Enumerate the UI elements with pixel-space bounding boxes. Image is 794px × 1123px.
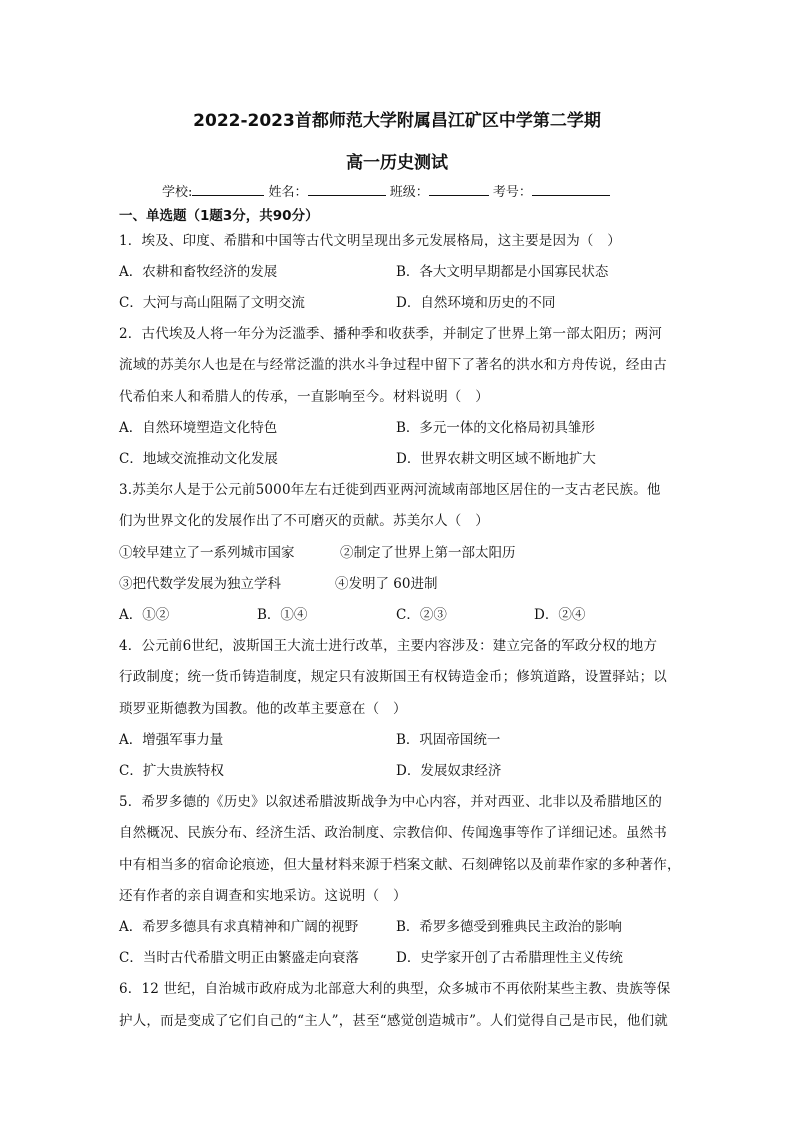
- school-blank: [192, 183, 264, 196]
- class-label: 班级：: [389, 185, 429, 200]
- q6-stem-line-1: 6．12 世纪，自治城市政府成为北部意大利的典型，众多城市不再依附某些主教、贵族等保: [119, 981, 671, 997]
- number-blank: [532, 183, 610, 196]
- q5-stem-line-1: 5．希罗多德的《历史》以叙述希腊波斯战争为中心内容，并对西亚、北非以及希腊地区的: [119, 794, 663, 810]
- name-label: 姓名：: [268, 185, 308, 200]
- q1-option-a: A．农耕和畜牧经济的发展: [119, 264, 278, 280]
- q4-stem-line-1: 4．公元前6世纪，波斯国王大流士进行改革，主要内容涉及：建立完备的军政分权的地方: [119, 638, 658, 654]
- q5-stem-line-2: 自然概况、民族分布、经济生活、政治制度、宗教信仰、传闻逸事等作了详细记述。虽然书: [119, 825, 667, 841]
- q2-option-b: B．多元一体的文化格局初具雏形: [396, 420, 595, 436]
- q5-stem-line-4: 还有作者的亲自调查和实地采访。这说明（ ）: [119, 888, 407, 904]
- q3-option-d: D．②④: [534, 607, 586, 623]
- q3-statement-1: ①较早建立了一系列城市国家: [119, 545, 295, 561]
- q4-option-a: A．增强军事力量: [119, 732, 224, 748]
- school-label: 学校:: [162, 185, 193, 200]
- q3-option-b: B．①④: [257, 607, 308, 623]
- q2-option-c: C．地域交流推动文化发展: [119, 451, 278, 467]
- q3-option-c: C．②③: [396, 607, 447, 623]
- q3-stem-line-1: 3.苏美尔人是于公元前5000年左右迁徙到西亚两河流域南部地区居住的一支古老民族。他: [119, 482, 661, 498]
- q1-option-c: C．大河与高山阻隔了文明交流: [119, 295, 305, 311]
- q5-stem-line-3: 中有相当多的宿命论痕迹，但大量材料来源于档案文献、石刻碑铭以及前辈作家的多种著作，: [119, 857, 681, 873]
- section-heading: 一、单选题（1题3分，共90分）: [119, 208, 319, 224]
- class-blank: [429, 183, 489, 196]
- q2-stem-line-1: 2．古代埃及人将一年分为泛滥季、播种季和收获季，并制定了世界上第一部太阳历；两河: [119, 326, 663, 342]
- q4-stem-line-2: 行政制度；统一货币铸造制度，规定只有波斯国王有权铸造金币；修筑道路，设置驿站；以: [119, 669, 667, 685]
- name-blank: [308, 183, 386, 196]
- q4-stem-line-3: 琐罗亚斯德教为国教。他的改革主要意在（ ）: [119, 701, 407, 717]
- q6-stem-line-2: 护人，而是变成了它们自己的“主人”，甚至“感觉创造城市”。人们觉得自己是市民，他们就: [119, 1013, 669, 1029]
- q3-statement-3: ③把代数学发展为独立学科: [119, 576, 281, 592]
- q3-option-a: A．①②: [119, 607, 170, 623]
- q1-option-b: B．各大文明早期都是小国寡民状态: [396, 264, 609, 280]
- q3-stem-line-2: 们为世界文化的发展作出了不可磨灭的贡献。苏美尔人（ ）: [119, 513, 489, 529]
- exam-title: 2022-2023首都师范大学附属昌江矿区中学第二学期: [193, 111, 601, 131]
- q4-option-c: C．扩大贵族特权: [119, 763, 224, 779]
- q3-statement-2: ②制定了世界上第一部太阳历: [340, 545, 516, 561]
- q5-option-a: A．希罗多德具有求真精神和广阔的视野: [119, 919, 359, 935]
- q3-statement-4: ④发明了 60进制: [335, 576, 438, 592]
- q2-option-d: D．世界农耕文明区域不断地扩大: [396, 451, 596, 467]
- q5-option-b: B．希罗多德受到雅典民主政治的影响: [396, 919, 622, 935]
- q2-option-a: A．自然环境塑造文化特色: [119, 420, 278, 436]
- number-label: 考号：: [492, 185, 532, 200]
- q1-stem: 1．埃及、印度、希腊和中国等古代文明呈现出多元发展格局，这主要是因为（ ）: [119, 233, 621, 249]
- q4-option-d: D．发展奴隶经济: [396, 763, 502, 779]
- q5-option-d: D．史学家开创了古希腊理性主义传统: [396, 950, 623, 966]
- student-info-line: [162, 181, 610, 200]
- q2-stem-line-2: 流域的苏美尔人也是在与经常泛滥的洪水斗争过程中留下了著名的洪水和方舟传说，经由古: [119, 357, 667, 373]
- q5-option-c: C．当时古代希腊文明正由繁盛走向衰落: [119, 950, 359, 966]
- q1-option-d: D．自然环境和历史的不同: [396, 295, 556, 311]
- q4-option-b: B．巩固帝国统一: [396, 732, 501, 748]
- exam-subtitle: 高一历史测试: [346, 153, 448, 173]
- q2-stem-line-3: 代希伯来人和希腊人的传承，一直影响至今。材料说明（ ）: [119, 389, 489, 405]
